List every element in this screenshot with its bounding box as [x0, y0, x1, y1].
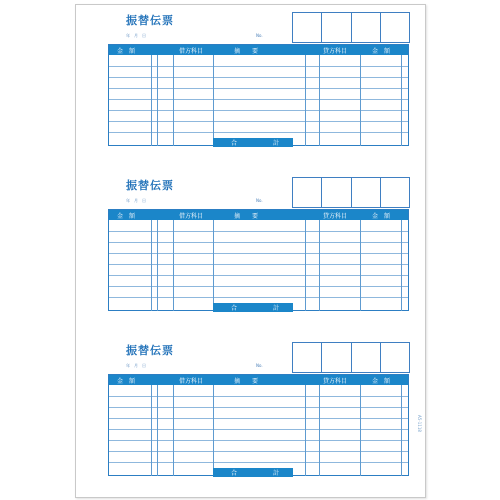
header-summary: 摘 要 [234, 213, 259, 220]
voucher-1 [76, 5, 425, 153]
date-label: 年 月 日 [126, 198, 146, 203]
approval-stamp-boxes [292, 177, 410, 208]
header-credit-account: 貸方科目 [323, 48, 348, 55]
voucher-2 [76, 170, 425, 318]
total-label: 計 [273, 305, 280, 312]
voucher-table [108, 44, 409, 146]
total-bar [213, 303, 293, 312]
voucher-table [108, 209, 409, 311]
header-amount-right: 金 額 [372, 48, 391, 55]
form-code: A5-1118 [417, 415, 422, 432]
total-label: 合 [231, 140, 238, 147]
header-amount-right: 金 額 [372, 378, 391, 385]
header-debit-account: 借方科目 [179, 48, 204, 55]
voucher-table [108, 374, 409, 476]
table-header [109, 45, 408, 55]
table-header [109, 375, 408, 385]
date-label: 年 月 日 [126, 33, 146, 38]
header-summary: 摘 要 [234, 48, 259, 55]
voucher-title: 振替伝票 [126, 344, 174, 357]
header-credit-account: 貸方科目 [323, 213, 348, 220]
approval-stamp-boxes [292, 12, 410, 43]
total-label: 合 [231, 470, 238, 477]
table-header [109, 210, 408, 220]
voucher-3 [76, 335, 425, 483]
number-label: No. [256, 198, 263, 203]
total-bar [213, 138, 293, 147]
header-debit-account: 借方科目 [179, 378, 204, 385]
number-label: No. [256, 363, 263, 368]
approval-stamp-boxes [292, 342, 410, 373]
header-amount-left: 金 額 [117, 48, 136, 55]
total-label: 計 [273, 470, 280, 477]
header-amount-right: 金 額 [372, 213, 391, 220]
header-debit-account: 借方科目 [179, 213, 204, 220]
header-summary: 摘 要 [234, 378, 259, 385]
total-bar [213, 468, 293, 477]
header-credit-account: 貸方科目 [323, 378, 348, 385]
total-label: 合 [231, 305, 238, 312]
voucher-title: 振替伝票 [126, 179, 174, 192]
total-label: 計 [273, 140, 280, 147]
header-amount-left: 金 額 [117, 378, 136, 385]
header-amount-left: 金 額 [117, 213, 136, 220]
number-label: No. [256, 33, 263, 38]
transfer-slip-sheet [75, 4, 426, 498]
voucher-title: 振替伝票 [126, 14, 174, 27]
date-label: 年 月 日 [126, 363, 146, 368]
